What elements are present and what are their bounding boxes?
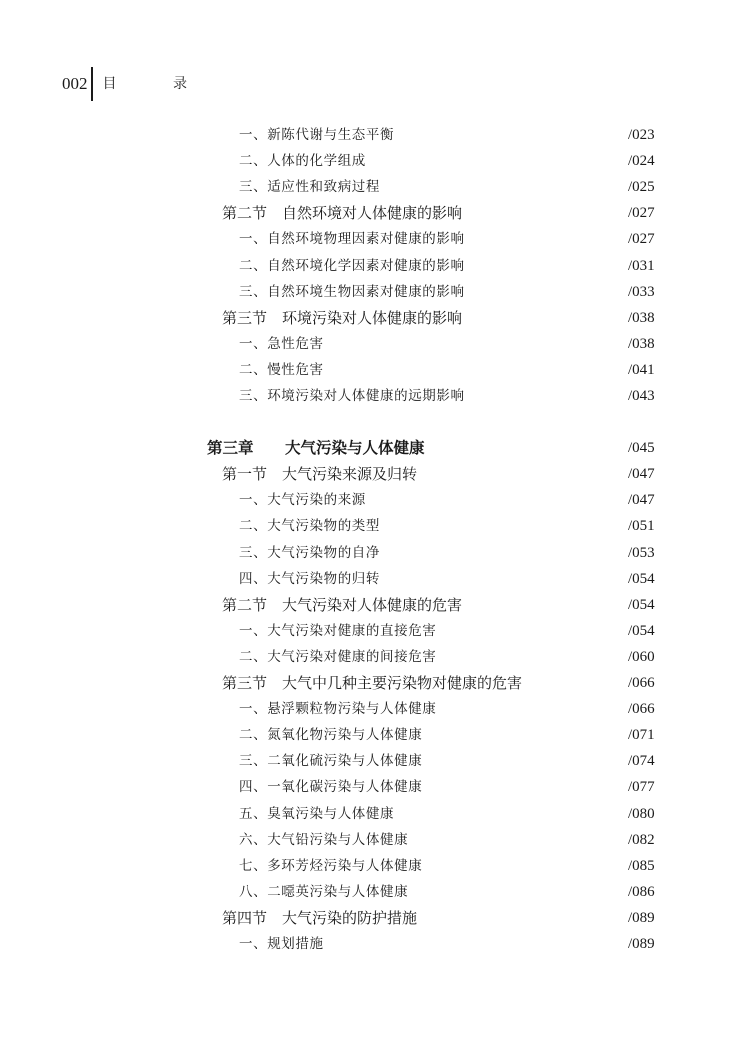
toc-entry-title xyxy=(239,383,465,409)
toc-entry-page: /033 xyxy=(628,283,655,300)
toc-entry-title xyxy=(239,853,422,879)
toc-entry-title xyxy=(239,253,465,279)
toc-entry-text: 一、自然环境物理因素对健康的影响 xyxy=(239,231,465,248)
toc-entry-text: 一、规划措施 xyxy=(239,936,324,952)
header-title: 目 录 xyxy=(102,76,213,92)
toc-entry-page: /054 xyxy=(628,570,655,587)
toc-entry-title xyxy=(239,644,436,670)
toc-entry-text: 一、大气污染的来源 xyxy=(239,492,366,509)
toc-entry-text: 二、慢性危害 xyxy=(239,361,324,378)
toc-entry-text: 大气污染对人体健康的危害 xyxy=(282,595,463,614)
toc-entry-text: 四、大气污染物的归转 xyxy=(239,570,380,587)
toc-entry-page: /043 xyxy=(628,388,655,404)
toc-entry-section xyxy=(0,670,750,696)
toc-entry-page: /086 xyxy=(628,883,655,900)
toc-entry-text: 一、急性危害 xyxy=(239,335,324,352)
toc-entry-item xyxy=(0,226,750,252)
toc-entry-title xyxy=(207,435,425,461)
toc-entry-title xyxy=(239,331,324,357)
toc-entry-title xyxy=(239,696,436,722)
toc-entry-item xyxy=(0,748,750,774)
chapter-number: 第三章 xyxy=(207,438,254,458)
toc-entry-title xyxy=(239,279,465,305)
toc-entry-text: 四、一氧化碳污染与人体健康 xyxy=(239,779,423,796)
toc-entry-page: /045 xyxy=(628,440,655,457)
toc-entry-page: /038 xyxy=(628,309,655,326)
toc-entry-item xyxy=(0,879,750,905)
toc-entry-item xyxy=(0,279,750,305)
toc-entry-item xyxy=(0,853,750,879)
toc-entry-text: 大气污染的防护措施 xyxy=(282,908,418,927)
toc-entry-title xyxy=(239,148,366,174)
toc-entry-item xyxy=(0,513,750,539)
toc-entry-page: /041 xyxy=(628,361,655,378)
toc-entry-page: /054 xyxy=(628,622,655,639)
toc-entry-title xyxy=(239,879,408,905)
toc-entry-title xyxy=(239,513,380,539)
toc-entry-page: /066 xyxy=(628,675,655,691)
toc-entry-title xyxy=(239,122,394,148)
toc-entry-text: 大气中几种主要污染物对健康的危害 xyxy=(282,674,523,692)
toc-entry-text: 自然环境对人体健康的影响 xyxy=(282,204,463,223)
page-number: 002 xyxy=(62,74,88,93)
toc-entry-title xyxy=(222,200,462,226)
toc-entry-section xyxy=(0,905,750,931)
toc-entry-text: 七、多环芳烃污染与人体健康 xyxy=(239,857,423,874)
toc-entry-title xyxy=(239,748,422,774)
toc-entry-title xyxy=(239,827,408,853)
toc-entry-page: /047 xyxy=(628,466,655,483)
toc-entry-title xyxy=(222,905,417,931)
toc-entry-section xyxy=(0,592,750,618)
toc-entry-title xyxy=(239,226,465,252)
toc-entry-text: 环境污染对人体健康的影响 xyxy=(282,308,463,327)
toc-entry-page: /066 xyxy=(628,701,655,718)
toc-entry-text: 一、大气污染对健康的直接危害 xyxy=(239,622,437,639)
toc-entry-item xyxy=(0,174,750,200)
toc-entry-title xyxy=(222,670,522,696)
toc-entry-text: 一、悬浮颗粒物污染与人体健康 xyxy=(239,701,437,718)
toc-entry-page: /060 xyxy=(628,648,655,665)
toc-entry-title xyxy=(222,461,417,487)
section-number: 第二节 xyxy=(222,204,268,223)
toc-entry-item xyxy=(0,148,750,174)
toc-entry-text: 五、臭氧污染与人体健康 xyxy=(239,805,395,822)
toc-entry-page: /085 xyxy=(628,857,655,874)
toc-entry-text: 八、二噁英污染与人体健康 xyxy=(239,883,409,900)
toc-entry-page: /038 xyxy=(628,335,655,352)
toc-entry-title xyxy=(222,592,462,618)
toc-entry-text: 大气污染来源及归转 xyxy=(282,465,418,484)
toc-entry-item xyxy=(0,722,750,748)
section-number: 第三节 xyxy=(222,308,268,327)
toc-entry-page: /027 xyxy=(628,205,655,222)
toc-entry-page: /031 xyxy=(628,257,655,274)
toc-entry-title xyxy=(239,774,422,800)
toc-entry-title xyxy=(239,618,436,644)
toc-entry-page: /089 xyxy=(628,936,655,952)
toc-entry-text: 六、大气铅污染与人体健康 xyxy=(239,831,409,848)
toc-entry-page: /027 xyxy=(628,231,655,248)
toc-entry-item xyxy=(0,931,750,957)
toc-entry-title xyxy=(239,540,380,566)
toc-entry-title xyxy=(239,801,394,827)
toc-entry-title xyxy=(239,174,380,200)
toc-entry-text: 三、适应性和致病过程 xyxy=(239,179,380,196)
toc-entry-section xyxy=(0,200,750,226)
toc-entry-item xyxy=(0,566,750,592)
toc-entry-item xyxy=(0,331,750,357)
toc-entry-text: 二、大气污染对健康的间接危害 xyxy=(239,648,437,665)
toc-entry-text: 三、环境污染对人体健康的远期影响 xyxy=(239,388,465,404)
toc-entry-page: /082 xyxy=(628,831,655,848)
toc-entry-section xyxy=(0,461,750,487)
toc-entry-text: 二、氮氧化物污染与人体健康 xyxy=(239,727,423,744)
toc-entry-page: /054 xyxy=(628,596,655,613)
section-number: 第一节 xyxy=(222,465,268,484)
toc-entry-text: 三、自然环境生物因素对健康的影响 xyxy=(239,283,465,300)
toc-entry-text: 三、大气污染物的自净 xyxy=(239,544,380,561)
toc-entry-item xyxy=(0,383,750,409)
page-header xyxy=(62,66,213,102)
toc-entry-page: /077 xyxy=(628,779,655,796)
toc-entry-page: /051 xyxy=(628,518,655,535)
section-number: 第四节 xyxy=(222,908,268,927)
toc-entry-page: /089 xyxy=(628,909,655,926)
toc-entry-page: /025 xyxy=(628,179,655,196)
toc-entry-title xyxy=(239,722,422,748)
toc-entry-page: /074 xyxy=(628,753,655,770)
toc-entry-item xyxy=(0,122,750,148)
toc-entry-item xyxy=(0,696,750,722)
toc-entry-page: /071 xyxy=(628,727,655,744)
toc-entry-item xyxy=(0,827,750,853)
toc-entry-chapter xyxy=(0,435,750,461)
toc-entry-item xyxy=(0,644,750,670)
toc-entry-title xyxy=(239,487,366,513)
toc-entry-title xyxy=(239,931,324,957)
toc-entry-section xyxy=(0,305,750,331)
toc-entry-page: /024 xyxy=(628,153,655,170)
toc-entry-page: /053 xyxy=(628,544,655,561)
toc-entry-item xyxy=(0,618,750,644)
toc-entry-text: 二、大气污染物的类型 xyxy=(239,518,380,535)
toc-entry-title xyxy=(222,305,462,331)
toc-entry-item xyxy=(0,357,750,383)
toc-entry-page: /080 xyxy=(628,805,655,822)
toc-entry-page: /023 xyxy=(628,127,655,143)
toc-entry-page: /047 xyxy=(628,492,655,509)
header-divider xyxy=(91,67,93,101)
toc-entry-title xyxy=(239,566,380,592)
toc-entry-text: 二、人体的化学组成 xyxy=(239,153,366,170)
section-number: 第二节 xyxy=(222,595,268,614)
section-number: 第三节 xyxy=(222,674,268,692)
toc-entry-text: 大气污染与人体健康 xyxy=(285,438,425,458)
toc-entry-item xyxy=(0,774,750,800)
toc-entry-text: 二、自然环境化学因素对健康的影响 xyxy=(239,257,465,274)
toc-entry-item xyxy=(0,540,750,566)
toc-entry-text: 一、新陈代谢与生态平衡 xyxy=(239,127,395,143)
toc-entry-item xyxy=(0,487,750,513)
toc-entry-item xyxy=(0,801,750,827)
toc-entry-item xyxy=(0,253,750,279)
toc-entry-title xyxy=(239,357,324,383)
toc-entry-text: 三、二氧化硫污染与人体健康 xyxy=(239,753,423,770)
